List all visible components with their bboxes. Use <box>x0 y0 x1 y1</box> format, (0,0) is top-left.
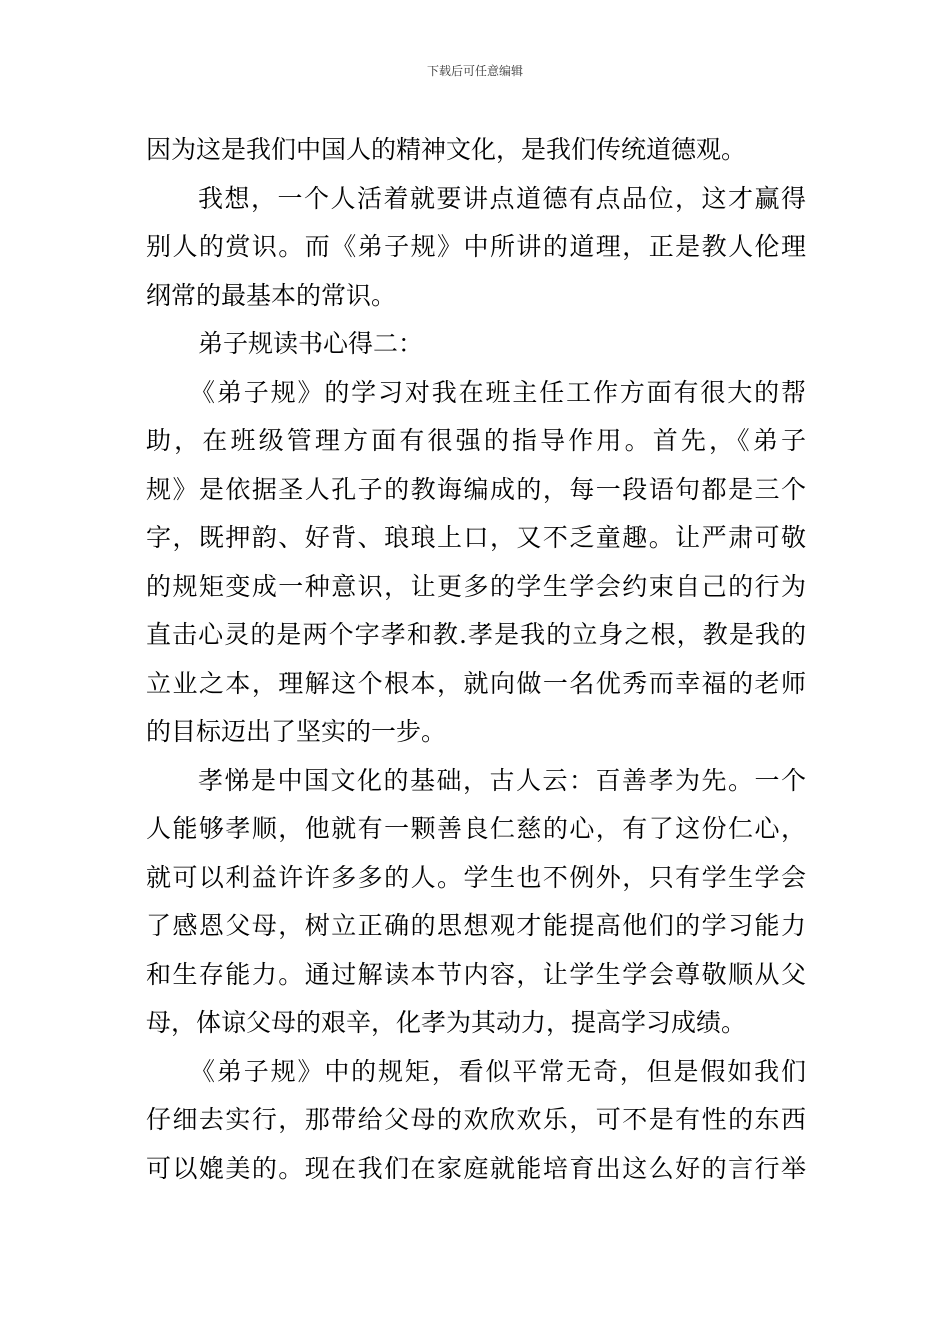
text-line: 《弟子规》中的规矩，看似平常无奇，但是假如我们 <box>190 1056 806 1086</box>
text-line: 仔细去实行，那带给父母的欢欣欢乐，可不是有性的东西 <box>146 1105 806 1134</box>
text-line: 人能够孝顺，他就有一颗善良仁慈的心，有了这份仁心， <box>146 814 806 843</box>
document-body <box>146 126 806 1193</box>
text-line: 的目标迈出了坚实的一步。 <box>146 717 447 746</box>
text-line: 《弟子规》的学习对我在班主任工作方面有很大的帮 <box>190 377 806 407</box>
text-line: 助，在班级管理方面有很强的指导作用。首先，《弟子 <box>146 426 806 455</box>
text-line: 就可以利益许许多多的人。学生也不例外，只有学生学会 <box>146 862 806 892</box>
text-line: 因为这是我们中国人的精神文化，是我们传统道德观。 <box>146 135 747 164</box>
text-line: 和生存能力。通过解读本节内容，让学生学会尊敬顺从父 <box>146 959 806 989</box>
text-line: 可以媲美的。现在我们在家庭就能培育出这么好的言行举 <box>146 1153 806 1183</box>
text-line: 立业之本，理解这个根本，就向做一名优秀而幸福的老师 <box>146 668 806 698</box>
text-line: 孝悌是中国文化的基础，古人云：百善孝为先。一个 <box>198 765 806 795</box>
text-line: 纲常的最基本的常识。 <box>146 280 397 310</box>
page-header-note: 下载后可任意编辑 <box>426 64 523 78</box>
text-line: 直击心灵的是两个字孝和教.孝是我的立身之根，教是我的 <box>146 620 806 649</box>
text-line: 字，既押韵、好背、琅琅上口，又不乏童趣。让严肃可敬 <box>146 523 806 552</box>
text-line: 我想，一个人活着就要讲点道德有点品位，这才赢得 <box>198 183 806 213</box>
text-line: 母，体谅父母的艰辛，化孝为其动力，提高学习成绩。 <box>146 1008 747 1037</box>
text-line: 规》是依据圣人孔子的教诲编成的，每一段语句都是三个 <box>146 474 806 504</box>
text-line: 弟子规读书心得二： <box>198 329 424 358</box>
text-line: 别人的赏识。而《弟子规》中所讲的道理，正是教人伦理 <box>146 232 806 261</box>
text-line: 的规矩变成一种意识，让更多的学生学会约束自己的行为 <box>146 571 806 601</box>
text-line: 了感恩父母，树立正确的思想观才能提高他们的学习能力 <box>146 911 806 940</box>
